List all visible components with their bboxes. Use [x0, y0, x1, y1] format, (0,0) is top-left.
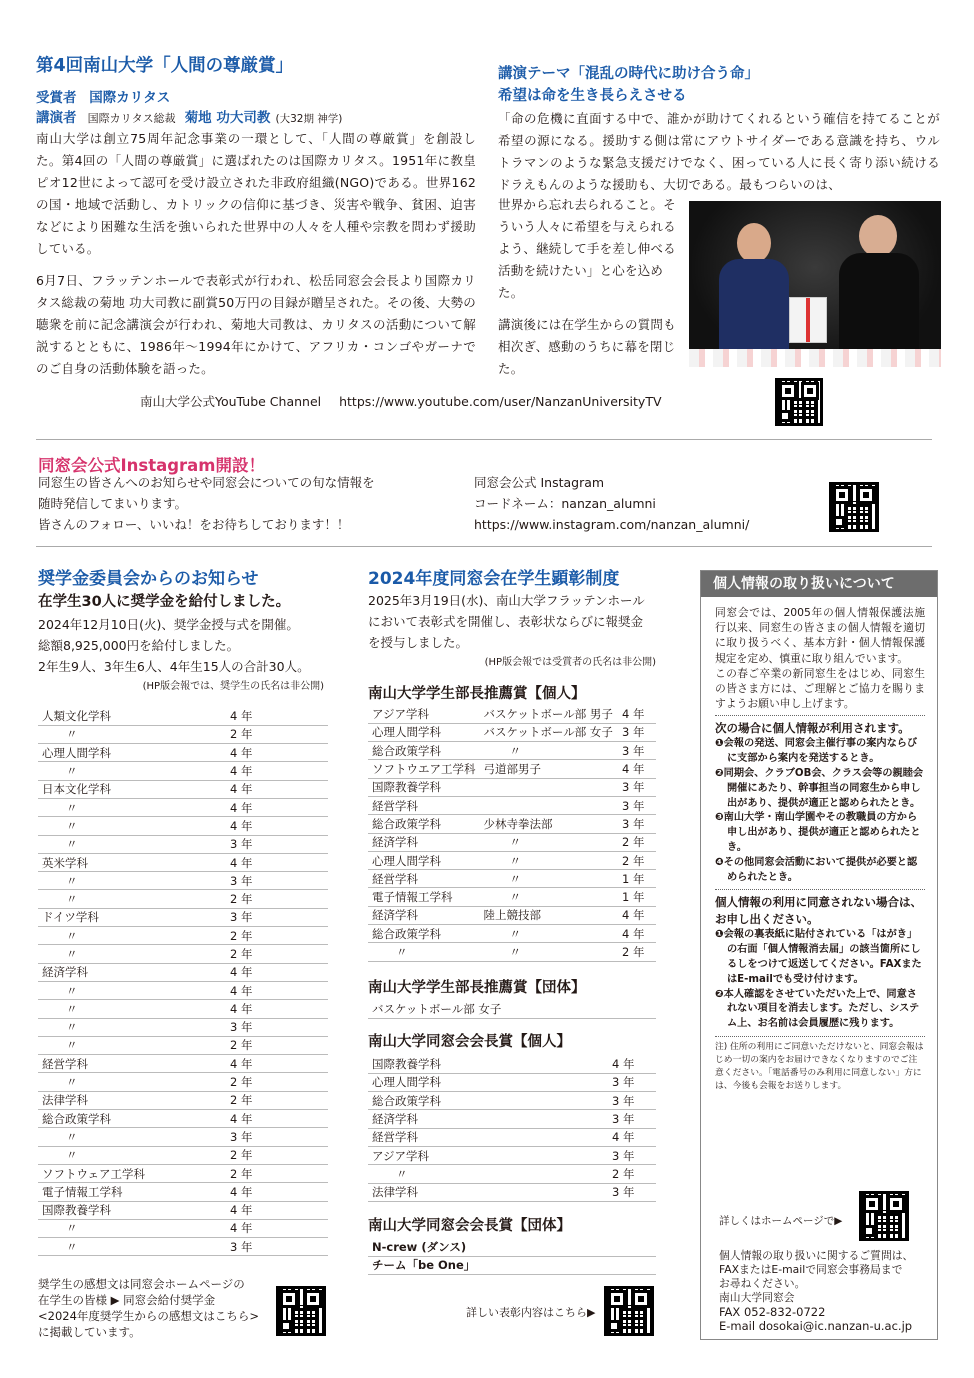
- scholarship-cell: 〃: [38, 1219, 226, 1237]
- president-individual-row: [368, 1128, 656, 1146]
- scholarship-cell: 4 年: [226, 1055, 328, 1073]
- scholarship-cell: 総合政策学科: [38, 1110, 226, 1128]
- scholarship-cell: 〃: [38, 817, 226, 835]
- scholarship-row: [38, 1073, 328, 1091]
- privacy-use-item: ❸南山大学・南山学園やその教職員の方から申し出があり、提供が適正と認められたとき。: [715, 812, 921, 853]
- dean-individual-row: [368, 943, 656, 961]
- scholarship-row: [38, 981, 328, 999]
- dean-individual-cell: 〃: [480, 742, 618, 760]
- privacy-contact: [719, 1249, 913, 1333]
- dean-group-cell: バスケットボール部 女子: [368, 1000, 656, 1018]
- theme-paragraph-1b: 世界から忘れ去られること。そういう人々に希望を与えられるよう、継続して手を差し伸べる活動を続けたい」と心を込めた。: [498, 197, 676, 300]
- scholarship-cell: 2 年: [226, 1164, 328, 1182]
- commendation-note: (HP版会報では受賞者の氏名は非公開): [484, 657, 656, 668]
- scholarship-cell: 〃: [38, 1000, 226, 1018]
- president-individual-cell: アジア学科: [368, 1146, 608, 1164]
- privacy-contact-3: お尋ねください。: [719, 1277, 806, 1290]
- scholarship-row: [38, 762, 328, 780]
- dean-individual-cell: 1 年: [618, 870, 656, 888]
- scholarship-cell: 〃: [38, 762, 226, 780]
- dean-individual-row: [368, 705, 656, 723]
- scholarship-row: [38, 1036, 328, 1054]
- president-individual-cell: 心理人間学科: [368, 1073, 608, 1091]
- president-individual-row: [368, 1092, 656, 1110]
- scholarship-footer-2: 在学生の皆様 ▶ 同窓会給付奨学金: [38, 1293, 216, 1307]
- scholarship-details: [38, 614, 330, 677]
- scholarship-line-3: 2年生9人、3年生6人、4年生15人の合計30人。: [38, 659, 310, 674]
- scholarship-cell: 4 年: [226, 853, 328, 871]
- person-right-figure: [839, 215, 919, 367]
- privacy-note: 注) 住所の利用にご同意いただけないと、同窓会報はじめ一切の案内をお届けできなくなりますのでご注意ください。「電話番号のみ利用に同意しない」方には、今後も会報をお送りします。: [715, 1041, 924, 1091]
- scholarship-row: [38, 1183, 328, 1201]
- dean-individual-row: [368, 815, 656, 833]
- scholarship-row: [38, 1201, 328, 1219]
- scholarship-row: [38, 945, 328, 963]
- scholarship-cell: 〃: [38, 945, 226, 963]
- scholarship-cell: 3 年: [226, 908, 328, 926]
- president-individual-cell: 4 年: [608, 1128, 656, 1146]
- scholarship-cell: 2 年: [226, 927, 328, 945]
- scholarship-footer: [38, 1276, 259, 1340]
- scholarship-cell: 〃: [38, 1238, 226, 1256]
- privacy-separator-1: [715, 715, 925, 716]
- scholarship-cell: 〃: [38, 1146, 226, 1164]
- privacy-qr-code[interactable]: [859, 1191, 909, 1241]
- scholarship-cell: 〃: [38, 1073, 226, 1091]
- award-paragraph-1: 南山大学は創立75周年記念事業の一環として、「人間の尊厳賞」を創設した。第4回の「人間の尊厳賞」に選ばれたのは国際カリタス。1951年に教皇ピオ12世によって認可を受け設立された非政府組織(NGO)である。世界162の国・地域で活動し、カトリックの信仰に基づき、災害や戦争、貧困、迫害などにより困難な生活を強いられた世界中の人々を人種や宗教を問わず援助している。: [36, 131, 476, 256]
- scholarship-cell: 〃: [38, 835, 226, 853]
- privacy-use-item: ❹その他同窓会活動において提供が必要と認められたとき。: [715, 856, 918, 883]
- dean-individual-cell: 〃: [480, 851, 618, 869]
- scholarship-cell: ドイツ学科: [38, 908, 226, 926]
- theme-paragraph-2: 講演後には在学生からの質問も相次ぎ、感動のうちに幕を閉じた。: [498, 317, 676, 376]
- recipient-label: 受賞者: [36, 90, 77, 106]
- dean-individual-cell: 〃: [480, 943, 618, 961]
- recipient-line: [36, 86, 476, 106]
- scholarship-line-1: 2024年12月10日(火)、奨学金授与式を開催。: [38, 617, 299, 632]
- dean-individual-cell: バスケットボール部 女子: [480, 723, 618, 741]
- dean-individual-cell: アジア学科: [368, 705, 480, 723]
- instagram-line-3: 皆さんのフォロー、いいね！をお待ちしております！！: [38, 517, 350, 532]
- dean-individual-cell: バスケットボール部 男子: [480, 705, 618, 723]
- dean-individual-cell: 経営学科: [368, 870, 480, 888]
- scholarship-cell: 〃: [38, 1018, 226, 1036]
- lecturer-label: 講演者: [36, 110, 77, 126]
- scholarship-headline: 在学生30人に奨学金を給付しました。: [38, 594, 291, 610]
- privacy-contact-1: 個人情報の取り扱いに関するご質問は、: [719, 1249, 914, 1262]
- scholarship-cell: 2 年: [226, 725, 328, 743]
- dean-individual-cell: 国際教養学科: [368, 778, 480, 796]
- commendation-details-link[interactable]: 詳しい表彰内容はこちら▶: [466, 1306, 596, 1319]
- dean-individual-cell: 〃: [368, 943, 480, 961]
- dean-individual-cell: 経済学科: [368, 906, 480, 924]
- privacy-title: 個人情報の取り扱いについて: [701, 571, 937, 597]
- president-individual-cell: 経済学科: [368, 1110, 608, 1128]
- privacy-body: [701, 597, 937, 1093]
- scholarship-row: [38, 707, 328, 725]
- scholarship-cell: 2 年: [226, 945, 328, 963]
- dean-individual-cell: 総合政策学科: [368, 925, 480, 943]
- dean-group-table: [368, 1000, 656, 1019]
- scholarship-table: [38, 707, 328, 1256]
- president-individual-row: [368, 1183, 656, 1201]
- commendation-line-1: 2025年3月19日(水)、南山大学フラッテンホール: [368, 593, 645, 608]
- dean-individual-row: [368, 796, 656, 814]
- envelope-gift: [789, 297, 827, 343]
- dean-individual-row: [368, 742, 656, 760]
- commendation-title: 2024年度同窓会在学生顕彰制度: [368, 569, 620, 589]
- scholarship-cell: 4 年: [226, 981, 328, 999]
- dean-individual-cell: 3 年: [618, 723, 656, 741]
- dean-individual-cell: 弓道部男子: [480, 760, 618, 778]
- scholarship-row: [38, 872, 328, 890]
- scholarship-cell: 4 年: [226, 1219, 328, 1237]
- commendation-details: [368, 590, 660, 653]
- scholarship-cell: 4 年: [226, 1183, 328, 1201]
- scholarship-row: [38, 725, 328, 743]
- president-group-table: [368, 1238, 656, 1275]
- privacy-use-item: ❶会報の発送、同窓会主催行事の案内ならびに支部から案内を発送するとき。: [715, 738, 918, 765]
- dean-individual-cell: 〃: [480, 925, 618, 943]
- president-individual-row: [368, 1055, 656, 1073]
- scholarship-footer-1: 奨学生の感想文は同窓会ホームページの: [38, 1277, 245, 1291]
- scholarship-cell: 国際教養学科: [38, 1201, 226, 1219]
- president-individual-cell: 2 年: [608, 1165, 656, 1183]
- scholarship-row: [38, 1219, 328, 1237]
- dean-individual-cell: 陸上競技部: [480, 906, 618, 924]
- instagram-code-name: コードネーム：nanzan_alumni: [474, 496, 656, 511]
- president-group-title: 南山大学同窓会会長賞【団体】: [368, 1218, 571, 1234]
- scholarship-row: [38, 798, 328, 816]
- instagram-qr-code[interactable]: [829, 482, 879, 532]
- president-individual-row: [368, 1110, 656, 1128]
- privacy-intro-2: この春ご卒業の新同窓生をはじめ、同窓生の皆さま方には、ご理解とご協力を賜りますようお願い申し上げます。: [715, 666, 925, 711]
- instagram-line-1: 同窓生の皆さんへのお知らせや同窓会についての旬な情報を: [38, 475, 375, 490]
- dean-individual-cell: 3 年: [618, 742, 656, 760]
- dean-individual-cell: 〃: [480, 833, 618, 851]
- scholarship-row: [38, 963, 328, 981]
- dean-individual-title: 南山大学学生部長推薦賞【個人】: [368, 686, 586, 702]
- dean-individual-cell: 2 年: [618, 833, 656, 851]
- president-individual-cell: 4 年: [608, 1055, 656, 1073]
- youtube-qr-code[interactable]: [775, 378, 823, 426]
- scholarship-row: [38, 927, 328, 945]
- instagram-line-2: 随時発信してまいります。: [38, 496, 188, 511]
- president-individual-row: [368, 1073, 656, 1091]
- recipient-name: 国際カリタス: [89, 90, 171, 106]
- scholarship-row: [38, 817, 328, 835]
- privacy-refuse-title: 個人情報の利用に同意されない場合は、お申し出ください。: [715, 895, 922, 927]
- president-individual-cell: 〃: [368, 1165, 608, 1183]
- privacy-fax: FAX 052-832-0722: [719, 1305, 826, 1319]
- scholarship-cell: 3 年: [226, 835, 328, 853]
- dean-individual-row: [368, 851, 656, 869]
- scholarship-cell: 〃: [38, 927, 226, 945]
- lecturer-org: 国際カリタス総裁: [87, 112, 176, 125]
- dean-individual-cell: [480, 796, 618, 814]
- privacy-more-link[interactable]: 詳しくはホームページで▶: [719, 1215, 843, 1227]
- dean-individual-cell: 4 年: [618, 906, 656, 924]
- commendation-qr-code[interactable]: [604, 1286, 654, 1336]
- dean-individual-cell: 〃: [480, 888, 618, 906]
- scholarship-cell: 2 年: [226, 1036, 328, 1054]
- scholarship-row: [38, 1091, 328, 1109]
- youtube-link-line: [140, 392, 662, 410]
- theme-title: 講演テーマ「混乱の時代に助け合う命」: [498, 66, 759, 82]
- president-individual-title: 南山大学同窓会会長賞【個人】: [368, 1034, 571, 1050]
- scholarship-cell: 4 年: [226, 744, 328, 762]
- scholarship-cell: 3 年: [226, 1238, 328, 1256]
- instagram-account-info: [474, 472, 749, 535]
- scholarship-title: 奨学金委員会からのお知らせ: [38, 569, 259, 589]
- scholarship-cell: 4 年: [226, 1201, 328, 1219]
- dean-individual-cell: 経営学科: [368, 796, 480, 814]
- scholarship-footer-4: に掲載しています。: [38, 1325, 141, 1339]
- privacy-use-title: 次の場合に個人情報が利用されます。: [715, 721, 910, 736]
- lecture-theme-section: [498, 62, 940, 196]
- privacy-separator-2: [715, 889, 925, 890]
- award-paragraph-2: 6月7日、フラッテンホールで表彰式が行われ、松岳同窓会会長より国際カリタス総裁の菊地 功大司教に副賞50万円の目録が贈呈された。その後、大勢の聴衆を前に記念講演会が行われ、菊地大司教は、カリタスの活動について解説するとともに、1986年〜1994年にかけて、アフリカ・コンゴやガーナでのご自身の活動体験を語った。: [36, 273, 476, 376]
- lecturer-note: (大32期 神学): [275, 113, 343, 125]
- president-individual-cell: 経営学科: [368, 1128, 608, 1146]
- dean-individual-cell: 4 年: [618, 705, 656, 723]
- president-individual-cell: 総合政策学科: [368, 1092, 608, 1110]
- scholarship-cell: 4 年: [226, 1000, 328, 1018]
- person-left-figure: [719, 223, 789, 367]
- scholarship-cell: 4 年: [226, 798, 328, 816]
- dean-individual-row: [368, 870, 656, 888]
- dean-individual-row: [368, 888, 656, 906]
- president-individual-cell: 3 年: [608, 1092, 656, 1110]
- youtube-label: 南山大学公式YouTube Channel: [140, 394, 322, 409]
- dean-individual-cell: 3 年: [618, 796, 656, 814]
- scholarship-cell: 英米学科: [38, 853, 226, 871]
- scholarship-row: [38, 744, 328, 762]
- theme-continuation: [498, 194, 676, 380]
- scholarship-cell: 4 年: [226, 963, 328, 981]
- scholarship-row: [38, 1055, 328, 1073]
- scholarship-qr-code[interactable]: [276, 1286, 326, 1336]
- scholarship-row: [38, 1238, 328, 1256]
- dean-individual-row: [368, 925, 656, 943]
- youtube-url[interactable]: https://www.youtube.com/user/NanzanUniversityTV: [339, 394, 662, 409]
- dean-individual-cell: 1 年: [618, 888, 656, 906]
- scholarship-cell: 3 年: [226, 1128, 328, 1146]
- privacy-uses-list: [715, 737, 925, 885]
- dean-individual-cell: 総合政策学科: [368, 742, 480, 760]
- dean-individual-row: [368, 778, 656, 796]
- instagram-account-label: 同窓会公式 Instagram: [474, 475, 605, 490]
- award-section: [36, 52, 476, 380]
- scholarship-cell: 〃: [38, 890, 226, 908]
- scholarship-cell: 3 年: [226, 872, 328, 890]
- scholarship-row: [38, 853, 328, 871]
- privacy-separator-3: [715, 1036, 925, 1037]
- scholarship-cell: 2 年: [226, 890, 328, 908]
- lecturer-line: [36, 106, 476, 128]
- scholarship-line-2: 総額8,925,000円を給付しました。: [38, 638, 240, 653]
- scholarship-cell: 2 年: [226, 1073, 328, 1091]
- privacy-email[interactable]: E-mail dosokai@ic.nanzan-u.ac.jp: [719, 1319, 913, 1333]
- commendation-section: [368, 564, 660, 669]
- scholarship-note: (HP版会報では、奨学生の氏名は非公開): [142, 681, 324, 692]
- president-group-row: [368, 1238, 656, 1256]
- commendation-line-3: を授与しました。: [368, 635, 469, 650]
- president-individual-cell: 3 年: [608, 1110, 656, 1128]
- scholarship-row: [38, 1018, 328, 1036]
- dean-individual-cell: 電子情報工学科: [368, 888, 480, 906]
- dean-individual-row: [368, 760, 656, 778]
- dean-individual-cell: 少林寺拳法部: [480, 815, 618, 833]
- scholarship-cell: 4 年: [226, 762, 328, 780]
- president-group-cell: チーム「be One」: [368, 1256, 656, 1274]
- flowers: [689, 349, 941, 367]
- scholarship-cell: 電子情報工学科: [38, 1183, 226, 1201]
- president-individual-cell: 法律学科: [368, 1183, 608, 1201]
- president-group-row: [368, 1256, 656, 1274]
- scholarship-cell: 2 年: [226, 1091, 328, 1109]
- president-individual-cell: 国際教養学科: [368, 1055, 608, 1073]
- scholarship-row: [38, 1000, 328, 1018]
- dean-group-title: 南山大学学生部長推薦賞【団体】: [368, 980, 586, 996]
- lecturer-name: 菊地 功大司教: [184, 110, 271, 126]
- theme-paragraph-1: 「命の危機に直面する中で、誰かが助けてくれるという確信を持てることが希望の源になる。援助する側は常にアウトサイダーである意識を持ち、ウルトラマンのような緊急支援だけでなく、困っている人に長く寄り添い続けるドラえもんのような援助も、大切である。最もつらいのは、: [498, 111, 940, 192]
- dean-individual-cell: 心理人間学科: [368, 723, 480, 741]
- dean-individual-cell: 経済学科: [368, 833, 480, 851]
- privacy-refuse-item: ❷本人確認をさせていただいた上で、同意されない項目を消去します。ただし、システム上、お名前は会員履歴に残ります。: [715, 988, 920, 1030]
- president-group-cell: N-crew (ダンス): [368, 1238, 656, 1256]
- divider-2: [36, 546, 932, 547]
- scholarship-row: [38, 1146, 328, 1164]
- dean-individual-cell: 3 年: [618, 778, 656, 796]
- scholarship-cell: 4 年: [226, 780, 328, 798]
- dean-individual-cell: 3 年: [618, 815, 656, 833]
- dean-individual-cell: 2 年: [618, 851, 656, 869]
- dean-individual-cell: ソフトウエア工学科: [368, 760, 480, 778]
- privacy-contact-2: FAXまたはE-mailで同窓会事務局まで: [719, 1263, 903, 1276]
- instagram-message: [38, 472, 375, 535]
- award-ceremony-photo: [689, 201, 941, 367]
- president-individual-cell: 3 年: [608, 1183, 656, 1201]
- president-individual-row: [368, 1165, 656, 1183]
- dean-individual-cell: 4 年: [618, 925, 656, 943]
- privacy-org: 南山大学同窓会: [719, 1291, 795, 1304]
- privacy-use-item: ❷同期会、クラブOB会、クラス会等の親睦会開催にあたり、幹事担当の同窓生から申し出があり、提供が適正と認められたとき。: [715, 768, 924, 809]
- privacy-intro: 同窓会では、2005年の個人情報保護法施行以来、同窓生の皆さまの個人情報を適切に取り扱うべく、基本方針・個人情報保護規定を定め、慎重に取り組んでいます。: [715, 606, 925, 665]
- scholarship-cell: 日本文化学科: [38, 780, 226, 798]
- president-individual-row: [368, 1146, 656, 1164]
- president-individual-cell: 3 年: [608, 1073, 656, 1091]
- scholarship-row: [38, 1110, 328, 1128]
- scholarship-cell: 心理人間学科: [38, 744, 226, 762]
- president-individual-table: [368, 1055, 656, 1202]
- scholarship-cell: 法律学科: [38, 1091, 226, 1109]
- scholarship-cell: ソフトウェア工学科: [38, 1164, 226, 1182]
- scholarship-cell: 3 年: [226, 1018, 328, 1036]
- privacy-refuse-item: ❶会報の裏表紙に貼付されている「はがき」の右面「個人情報消去届」の該当箇所にしるしをつけて返送してください。FAXまたはE-mailでも受け付けます。: [715, 929, 922, 985]
- dean-individual-cell: 〃: [480, 870, 618, 888]
- scholarship-row: [38, 908, 328, 926]
- dean-individual-cell: 2 年: [618, 943, 656, 961]
- scholarship-cell: 〃: [38, 981, 226, 999]
- dean-individual-cell: [480, 778, 618, 796]
- scholarship-cell: 〃: [38, 1036, 226, 1054]
- dean-individual-cell: 4 年: [618, 760, 656, 778]
- dean-individual-table: [368, 705, 656, 962]
- dean-individual-row: [368, 906, 656, 924]
- scholarship-footer-3: <2024年度奨学生からの感想文はこちら>: [38, 1309, 260, 1323]
- award-title: 第4回南山大学「人間の尊厳賞」: [36, 56, 294, 76]
- scholarship-row: [38, 890, 328, 908]
- president-individual-cell: 3 年: [608, 1146, 656, 1164]
- scholarship-row: [38, 835, 328, 853]
- scholarship-cell: 人類文化学科: [38, 707, 226, 725]
- commendation-line-2: において表彰式を開催し、表彰状ならびに報奨金: [368, 614, 644, 629]
- dean-individual-cell: 総合政策学科: [368, 815, 480, 833]
- privacy-refuse-list: [715, 928, 925, 1032]
- instagram-section: [38, 452, 938, 474]
- instagram-url[interactable]: https://www.instagram.com/nanzan_alumni/: [474, 517, 750, 532]
- scholarship-row: [38, 780, 328, 798]
- scholarship-cell: 経営学科: [38, 1055, 226, 1073]
- instagram-title: 同窓会公式Instagram開設！: [38, 456, 266, 475]
- dean-group-row: [368, 1000, 656, 1018]
- divider-1: [36, 439, 932, 440]
- scholarship-cell: 〃: [38, 872, 226, 890]
- scholarship-cell: 〃: [38, 798, 226, 816]
- scholarship-section: [38, 564, 330, 693]
- scholarship-cell: 4 年: [226, 1110, 328, 1128]
- dean-individual-row: [368, 723, 656, 741]
- scholarship-cell: 4 年: [226, 707, 328, 725]
- theme-subtitle: 希望は命を生き長らえさせる: [498, 88, 687, 104]
- scholarship-row: [38, 1128, 328, 1146]
- scholarship-cell: 〃: [38, 1128, 226, 1146]
- dean-individual-row: [368, 833, 656, 851]
- dean-individual-cell: 心理人間学科: [368, 851, 480, 869]
- scholarship-row: [38, 1164, 328, 1182]
- scholarship-cell: 〃: [38, 725, 226, 743]
- scholarship-cell: 経済学科: [38, 963, 226, 981]
- privacy-box: [700, 570, 938, 1340]
- scholarship-cell: 2 年: [226, 1146, 328, 1164]
- scholarship-cell: 4 年: [226, 817, 328, 835]
